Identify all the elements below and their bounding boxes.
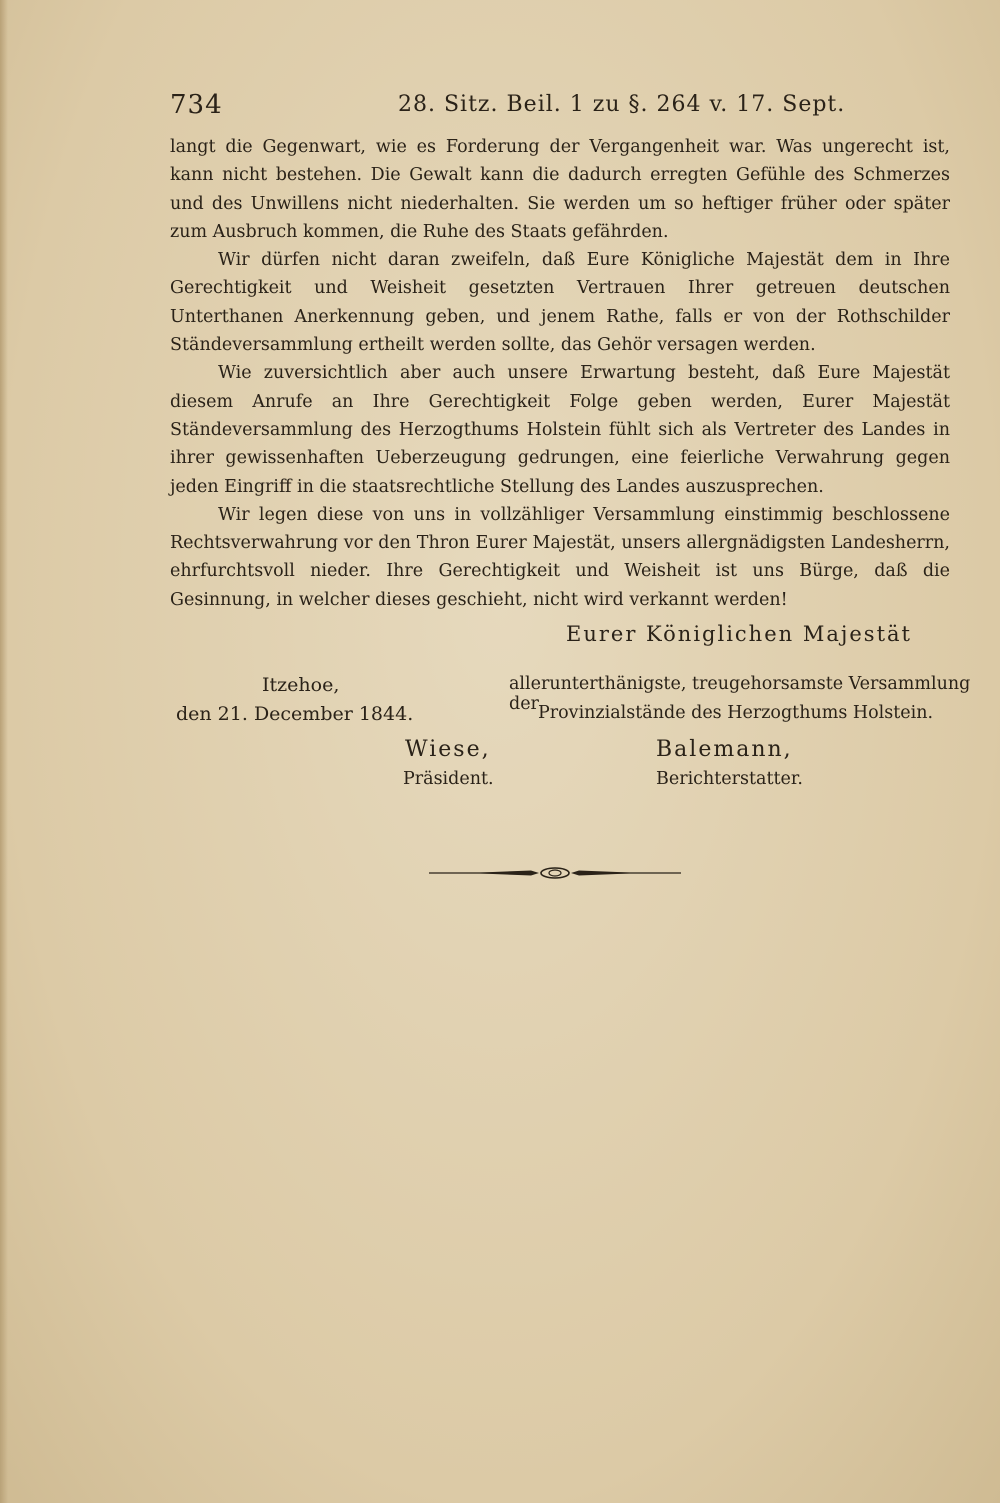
signatory-name-president: Wiese, — [405, 737, 491, 762]
assembly-line-1: allerunterthänigste, treugehorsamste Versammlung der — [509, 674, 971, 714]
paragraph-3: Wie zuversichtlich aber auch unsere Erwartung besteht, daß Eure Majestät diesem Anrufe an Ihre Gerechtigkeit Folge geben werden, Eurer Majestät Ständeversammlung des Herzogthums Holstein fühlt sich als Vertreter des Landes in ihrer gewissenhaften Ueberzeugung gedrungen, eine feierliche Verwahrung gegen jeden Eingriff in die staatsrechtliche Stellung des Landes auszusprechen. — [170, 363, 950, 497]
assembly-line-2: Provinzialstände des Herzogthums Holstein. — [538, 703, 934, 723]
page-edge-shadow — [0, 0, 8, 1503]
closing-salutation: Eurer Königlichen Majestät — [566, 622, 912, 646]
signatory-role-reporter: Berichterstatter. — [656, 769, 803, 789]
running-head: 28. Sitz. Beil. 1 zu §. 264 v. 17. Sept. — [398, 92, 846, 117]
paragraph-1: langt die Gegenwart, wie es Forderung der Vergangenheit war. Was ungerecht ist, kann nicht bestehen. Die Gewalt kann die dadurch erregten Gefühle des Schmerzes und des Unwillens nicht niederhalten. Sie werden um so heftiger früher oder später zum Ausbruch kommen, die Ruhe des Staats gefährden. — [170, 137, 950, 242]
ornament-divider — [427, 862, 683, 884]
paragraph-2: Wir dürfen nicht daran zweifeln, daß Eure Königliche Majestät dem in Ihre Gerechtigkeit und Weisheit gesetzten Vertrauen Ihrer getreuen deutschen Unterthanen Anerkennung geben, und jenem Rathe, falls er von der Rothschilder Ständeversammlung ertheilt werden sollte, das Gehör versagen werden. — [170, 250, 950, 356]
place-of-signing: Itzehoe, — [262, 674, 340, 696]
paragraph-4: Wir legen diese von uns in vollzähliger Versammlung einstimmig beschlossene Rechtsverwahrung vor den Thron Eurer Majestät, unsers allergnädigsten Landesherrn, ehrfurchtsvoll nieder. Ihre Gerechtigkeit und Weisheit ist uns Bürge, daß die Gesinnung, in welcher dieses geschieht, nicht wird verkannt werden! — [170, 504, 950, 610]
signatory-name-reporter: Balemann, — [656, 737, 793, 762]
page-number: 734 — [170, 90, 223, 120]
body-text — [170, 133, 950, 614]
date-of-signing: den 21. December 1844. — [176, 703, 414, 725]
signatory-role-president: Präsident. — [403, 769, 494, 789]
page-header — [170, 90, 950, 126]
